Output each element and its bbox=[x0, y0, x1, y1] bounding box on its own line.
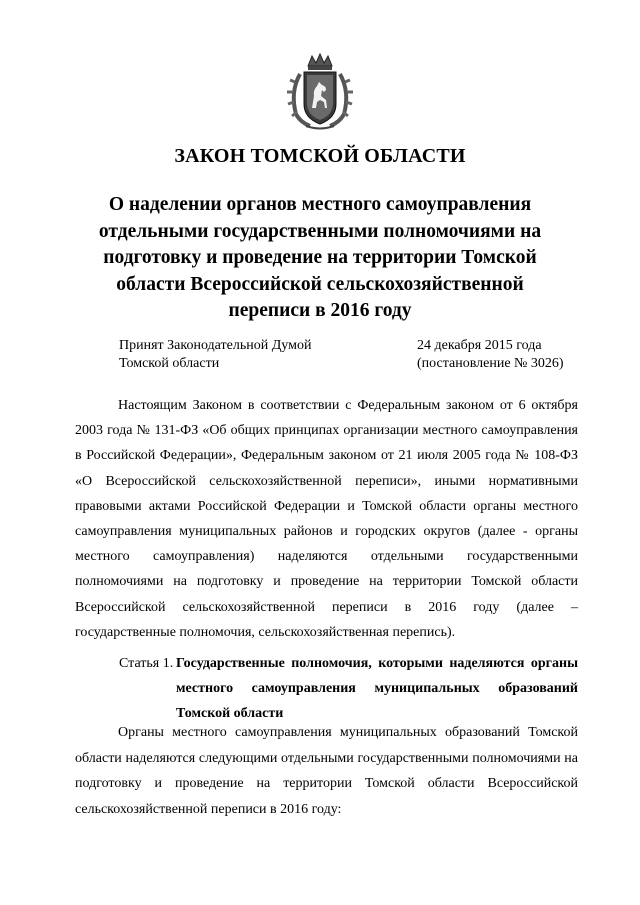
adoption-date-line: 24 декабря 2015 года bbox=[417, 338, 542, 353]
article-1-label: Статья 1. bbox=[119, 656, 174, 671]
coat-of-arms-icon bbox=[286, 52, 354, 132]
adoption-authority-line2: Томской области bbox=[119, 356, 220, 371]
resolution-number: (постановление № 3026) bbox=[417, 356, 564, 371]
adoption-date bbox=[417, 337, 564, 373]
adoption-authority bbox=[119, 337, 311, 373]
article-1-title: Государственные полномочия, которыми наделяются органы местного самоуправления муниципальных образований Томской области bbox=[176, 656, 578, 721]
article-1-body: Органы местного самоуправления муниципальных образований Томской области наделяются следующими отдельными государственными полномочиями на подготовку и проведение на территории Томской области Всероссийской сельскохозяйственной переписи в 2016 году: bbox=[75, 725, 578, 817]
preamble-paragraph: Настоящим Законом в соответствии с Федеральным законом от 6 октября 2003 года № 131-ФЗ «Об общих принципах организации местного самоуправления в Российской Федерации», Федеральным законом от 21 июля 2005 года № 108-ФЗ «О Всероссийской сельскохозяйственной переписи», иными нормативными правовыми актами Российской Федерации и Томской области органы местного самоуправления муниципальных районов и городских округов (далее - органы местного самоуправления) наделяются отдельными государственными полномочиями на подготовку и проведение на территории Томской области Всероссийской сельскохозяйственной переписи в 2016 году (далее – государственные полномочия, сельскохозяйственная перепись). bbox=[75, 398, 578, 640]
adoption-authority-line1: Принят Законодательной Думой bbox=[119, 338, 312, 353]
law-title: ЗАКОН ТОМСКОЙ ОБЛАСТИ bbox=[174, 145, 466, 167]
law-subtitle: О наделении органов местного самоуправления отдельными государственными полномочиями на подготовку и проведение на территории Томской области Всероссийской сельскохозяйственной переписи в 2016 году bbox=[98, 194, 542, 321]
